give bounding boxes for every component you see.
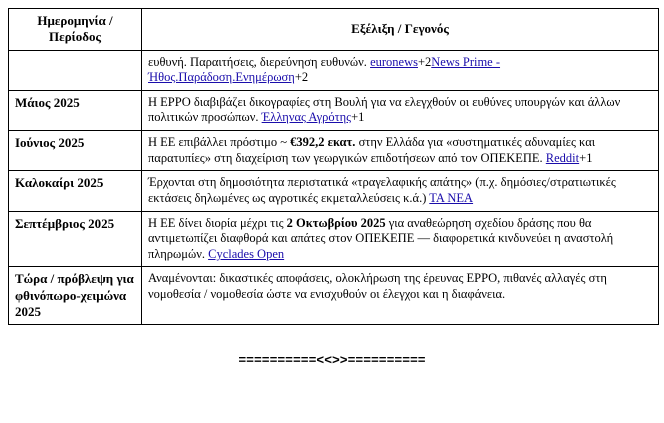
table-cell-period: Σεπτέμβριος 2025 — [9, 211, 142, 267]
event-text: Αναμένονται: δικαστικές αποφάσεις, ολοκλήρωση της έρευνας ΕΡΡΟ, πιθανές αλλαγές στη νομοθεσία / νομοθεσία ώστε να ενισχυθούν οι έλεγχοι και η διαφάνεια. — [148, 271, 607, 301]
table-header-row — [9, 9, 659, 51]
table-cell-period: Ιούνιος 2025 — [9, 131, 142, 171]
table-cell-period: Τώρα / πρόβλεψη για φθινόπωρο-χειμώνα 2025 — [9, 267, 142, 325]
footer-separator: ==========<<>>========== — [238, 353, 426, 369]
table-cell-period — [9, 50, 142, 90]
table-cell-event — [142, 50, 659, 90]
table-row — [9, 90, 659, 130]
table-row — [9, 50, 659, 90]
event-text: Έρχονται στη δημοσιότητα περιστατικά «τραγελαφικής απάτης» (π.χ. δημόσιες/στρατιωτικές εκτάσεις δηλωμένες ως αγροτικές εκμεταλλεύσεις κ.ά.) — [148, 175, 616, 205]
table-cell-event — [142, 267, 659, 325]
event-text: Η ΕΕ επιβάλλει πρόστιμο ~ — [148, 135, 291, 149]
document-page — [0, 8, 664, 423]
table-body — [9, 50, 659, 325]
table-cell-event — [142, 211, 659, 267]
column-header-event: Εξέλιξη / Γεγονός — [142, 9, 659, 51]
source-link[interactable]: euronews — [370, 54, 418, 69]
event-text: στην Ελλάδα για «συστηματικές αδυναμίες και παρατυπίες» στη διαχείριση των γεωργικών επιδοτήσεων από τον ΟΠΕΚΕΠΕ. — [148, 135, 596, 165]
timeline-table — [8, 8, 659, 325]
emphasized-text: 2 Οκτωβρίου 2025 — [286, 215, 386, 230]
column-header-period-line1: Ημερομηνία / — [37, 13, 113, 28]
table-cell-event — [142, 90, 659, 130]
table-cell-event — [142, 131, 659, 171]
source-link[interactable]: News Prime - Ήθος.Παράδοση.Ενημέρωση — [148, 54, 501, 85]
table-row — [9, 211, 659, 267]
table-cell-event — [142, 171, 659, 211]
source-link[interactable]: Έλληνας Αγρότης — [261, 110, 352, 125]
source-link[interactable]: Reddit — [545, 150, 580, 165]
table-cell-period: Μάιος 2025 — [9, 90, 142, 130]
source-link[interactable]: Cyclades Open — [208, 246, 285, 261]
column-header-period — [9, 9, 142, 51]
event-text: Η ΕΡΡΟ διαβιβάζει δικογραφίες στη Βουλή για να ελεγχθούν οι ευθύνες υπουργών και άλλων πολιτικών προσώπων. — [148, 94, 621, 125]
event-text: +1 — [579, 150, 593, 165]
column-header-period-line2: Περίοδος — [49, 29, 101, 45]
table-row — [9, 267, 659, 325]
event-text: ευθυνή. Παραιτήσεις, διερεύνηση ευθυνών. — [148, 54, 371, 69]
event-text: +2 — [417, 54, 432, 69]
table-row — [9, 131, 659, 171]
source-link[interactable]: ΤΑ ΝΕΑ — [429, 190, 474, 205]
event-text: για αναθεώρηση σχεδίου δράσης που θα αντιμετωπίζει διαφθορά και απάτες στον ΟΠΕΚΕΠΕ — διαφορετικά κινδυνεύει η αναστολή πληρωμών. — [148, 215, 614, 261]
event-text: +1 — [351, 110, 365, 125]
emphasized-text: €392,2 εκατ. — [290, 135, 356, 149]
table-cell-period: Καλοκαίρι 2025 — [9, 171, 142, 211]
event-text: Η ΕΕ δίνει διορία μέχρι τις — [148, 215, 287, 230]
event-text: +2 — [294, 70, 309, 85]
table-row — [9, 171, 659, 211]
